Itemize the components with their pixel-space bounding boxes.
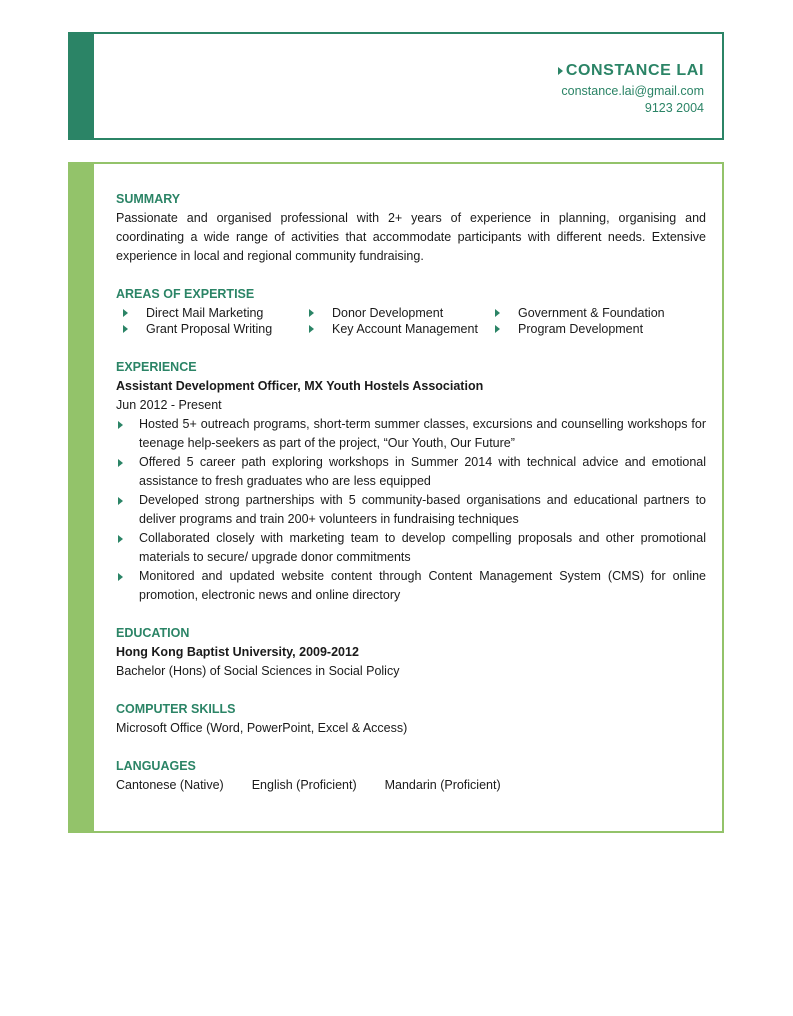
body-accent-bar — [70, 164, 94, 831]
expertise-label: Government & Foundation — [518, 306, 665, 320]
expertise-item — [488, 305, 688, 321]
education-section — [116, 624, 706, 681]
job-dates: Jun 2012 - Present — [116, 398, 222, 412]
expertise-item — [488, 321, 688, 337]
summary-heading: SUMMARY — [116, 192, 181, 206]
computer-skills-text: Microsoft Office (Word, PowerPoint, Excel & Access) — [116, 721, 408, 735]
email: constance.lai@gmail.com — [561, 84, 704, 98]
expertise-label: Program Development — [518, 322, 644, 336]
summary-text: Passionate and organised professional with 2+ years of experience in planning, organising and coordinating a wide range of activities that accommodate participants with different needs. Extensive experience in local and regional community fundraising. — [116, 211, 706, 263]
experience-bullet — [116, 453, 706, 491]
bullet-text: Hosted 5+ outreach programs, short-term summer classes, excursions and counselling workshops for teenage help-seekers as part of the project, “Our Youth, Our Future” — [139, 417, 706, 450]
resume-body — [68, 162, 724, 833]
experience-bullet — [116, 567, 706, 605]
contact-block — [558, 62, 704, 117]
triangle-bullet-icon — [118, 535, 123, 543]
experience-section — [116, 358, 706, 605]
triangle-bullet-icon — [309, 309, 314, 317]
experience-heading: EXPERIENCE — [116, 360, 197, 374]
experience-bullet — [116, 415, 706, 453]
expertise-item — [302, 305, 488, 321]
name-text: CONSTANCE LAI — [565, 62, 704, 79]
degree: Bachelor (Hons) of Social Sciences in Social Policy — [116, 664, 400, 678]
bullet-text: Developed strong partnerships with 5 community-based organisations and educational partners to deliver programs and train 200+ volunteers in fundraising techniques — [139, 493, 706, 526]
computer-skills-heading: COMPUTER SKILLS — [116, 702, 236, 716]
candidate-name — [558, 62, 704, 80]
experience-bullets — [116, 415, 706, 605]
triangle-bullet-icon — [123, 309, 128, 317]
header-accent-bar — [70, 34, 94, 138]
bullet-text: Offered 5 career path exploring workshops in Summer 2014 with technical advice and emotional assistance to fresh graduates who are less equipped — [139, 455, 706, 488]
triangle-bullet-icon — [558, 67, 563, 75]
languages-heading: LANGUAGES — [116, 759, 196, 773]
expertise-item — [116, 305, 302, 321]
triangle-bullet-icon — [495, 309, 500, 317]
computer-skills-section — [116, 700, 706, 738]
header-box — [68, 32, 724, 140]
language-item: English (Proficient) — [251, 778, 357, 792]
expertise-heading: AREAS OF EXPERTISE — [116, 287, 255, 301]
summary-section — [116, 190, 706, 266]
language-item: Mandarin (Proficient) — [384, 778, 501, 792]
education-heading: EDUCATION — [116, 626, 190, 640]
language-item: Cantonese (Native) — [116, 778, 224, 792]
triangle-bullet-icon — [309, 325, 314, 333]
languages-list — [116, 776, 706, 795]
languages-section — [116, 757, 706, 795]
expertise-label: Grant Proposal Writing — [146, 322, 273, 336]
experience-bullet — [116, 529, 706, 567]
expertise-item — [302, 321, 488, 337]
resume-content — [116, 190, 706, 814]
expertise-list — [116, 305, 706, 337]
triangle-bullet-icon — [118, 459, 123, 467]
phone: 9123 2004 — [644, 101, 704, 115]
expertise-section — [116, 285, 706, 337]
bullet-text: Collaborated closely with marketing team to develop compelling proposals and other promotional materials to secure/ upgrade donor commitments — [139, 531, 706, 564]
bullet-text: Monitored and updated website content through Content Management System (CMS) for online promotion, electronic news and online directory — [139, 569, 706, 602]
job-title: Assistant Development Officer, MX Youth Hostels Association — [116, 379, 484, 393]
expertise-label: Direct Mail Marketing — [146, 306, 264, 320]
expertise-label: Key Account Management — [332, 322, 478, 336]
expertise-item — [116, 321, 302, 337]
school-name: Hong Kong Baptist University, 2009-2012 — [116, 645, 359, 659]
triangle-bullet-icon — [495, 325, 500, 333]
experience-bullet — [116, 491, 706, 529]
triangle-bullet-icon — [118, 497, 123, 505]
triangle-bullet-icon — [118, 421, 123, 429]
expertise-label: Donor Development — [332, 306, 444, 320]
triangle-bullet-icon — [118, 573, 123, 581]
triangle-bullet-icon — [123, 325, 128, 333]
